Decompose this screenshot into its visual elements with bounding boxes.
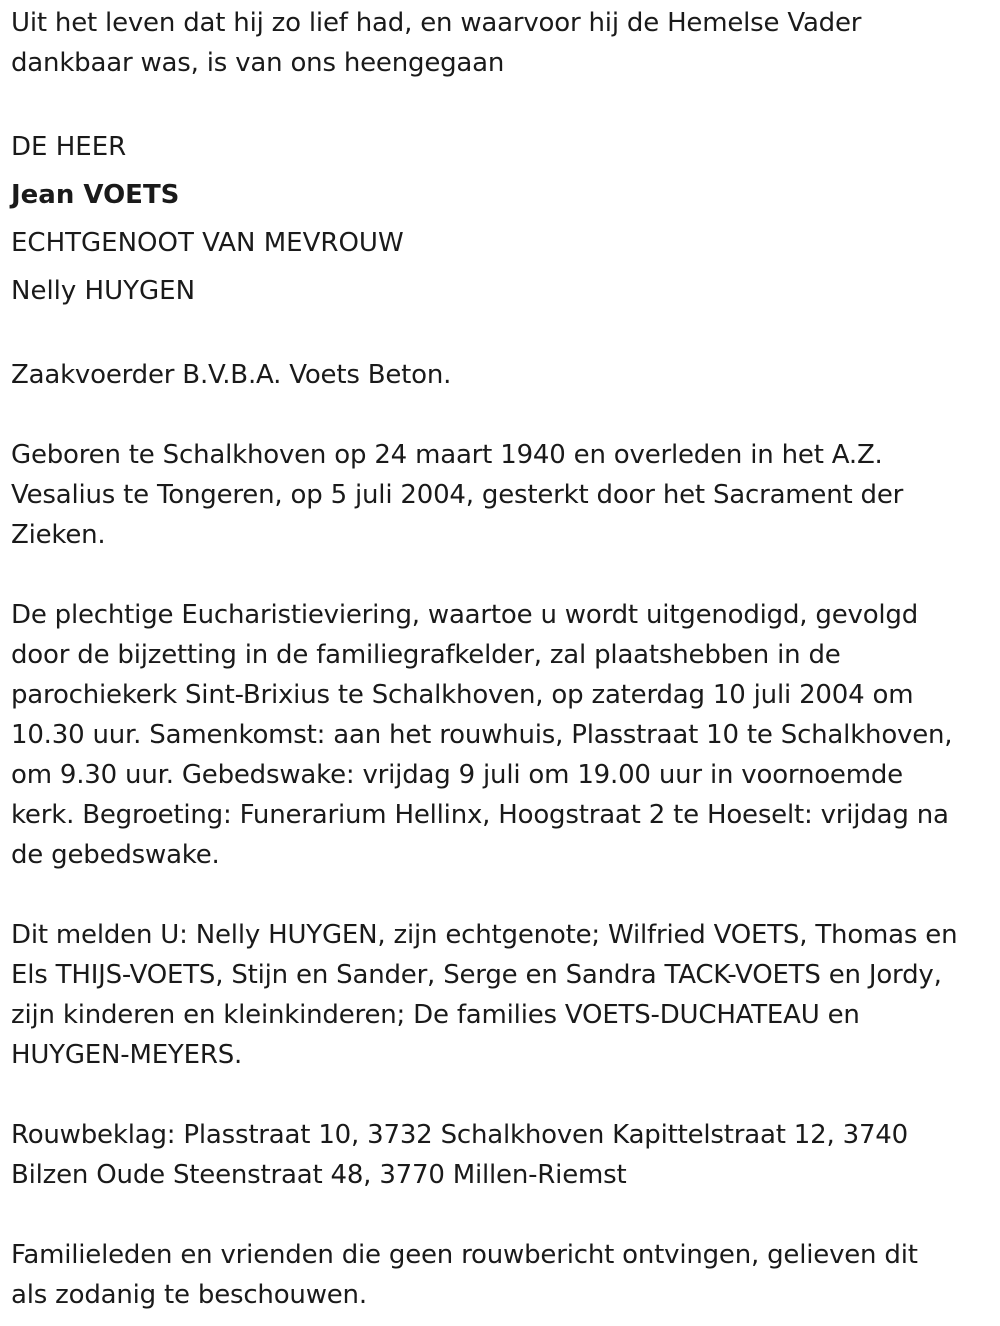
- ceremony-line: De plechtige Eucharistieviering, waartoe u wordt uitgenodigd, gevolgd: [11, 600, 919, 630]
- title-prefix: DE HEER: [11, 132, 127, 162]
- ceremony-line: de gebedswake.: [11, 840, 220, 870]
- intro-line: Uit het leven dat hij zo lief had, en waarvoor hij de Hemelse Vader: [11, 8, 862, 38]
- ceremony-paragraph: [11, 595, 990, 875]
- closing-line: als zodanig te beschouwen.: [11, 1280, 367, 1310]
- ceremony-line: om 9.30 uur. Gebedswake: vrijdag 9 juli om 19.00 uur in voornoemde: [11, 760, 903, 790]
- spacer: [11, 83, 990, 123]
- announcers-line: Els THIJS-VOETS, Stijn en Sander, Serge en Sandra TACK-VOETS en Jordy,: [11, 960, 942, 990]
- condolences-paragraph: [11, 1115, 990, 1195]
- condolences-line: Rouwbeklag: Plasstraat 10, 3732 Schalkhoven Kapittelstraat 12, 3740: [11, 1120, 908, 1150]
- ceremony-line: 10.30 uur. Samenkomst: aan het rouwhuis, Plasstraat 10 te Schalkhoven,: [11, 720, 953, 750]
- intro-line: dankbaar was, is van ons heengegaan: [11, 48, 505, 78]
- closing-paragraph: [11, 1235, 990, 1315]
- spacer: [11, 875, 990, 915]
- birth-death-line: Vesalius te Tongeren, op 5 juli 2004, gesterkt door het Sacrament der: [11, 480, 904, 510]
- closing-line: Familieleden en vrienden die geen rouwbericht ontvingen, gelieven dit: [11, 1240, 918, 1270]
- announcers-line: HUYGEN-MEYERS.: [11, 1040, 243, 1070]
- birth-death-line: Geboren te Schalkhoven op 24 maart 1940 en overleden in het A.Z.: [11, 440, 883, 470]
- ceremony-line: door de bijzetting in de familiegrafkelder, zal plaatshebben in de: [11, 640, 841, 670]
- announcers-line: Dit melden U: Nelly HUYGEN, zijn echtgenote; Wilfried VOETS, Thomas en: [11, 920, 958, 950]
- spacer: [11, 1195, 990, 1235]
- name-block: [11, 123, 990, 315]
- intro-paragraph: [11, 3, 990, 83]
- announcers-paragraph: [11, 915, 990, 1075]
- birth-death-line: Zieken.: [11, 520, 106, 550]
- spacer: [11, 395, 990, 435]
- ceremony-line: kerk. Begroeting: Funerarium Hellinx, Hoogstraat 2 te Hoeselt: vrijdag na: [11, 800, 949, 830]
- spacer: [11, 315, 990, 355]
- ceremony-line: parochiekerk Sint-Brixius te Schalkhoven, op zaterdag 10 juli 2004 om: [11, 680, 914, 710]
- spacer: [11, 555, 990, 595]
- deceased-name: Jean VOETS: [11, 180, 180, 210]
- spouse-label: ECHTGENOOT VAN MEVROUW: [11, 228, 404, 258]
- spouse-name: Nelly HUYGEN: [11, 276, 196, 306]
- birth-death-paragraph: [11, 435, 990, 555]
- spacer: [11, 1075, 990, 1115]
- occupation-paragraph: [11, 355, 990, 395]
- occupation-line: Zaakvoerder B.V.B.A. Voets Beton.: [11, 360, 452, 390]
- announcers-line: zijn kinderen en kleinkinderen; De families VOETS-DUCHATEAU en: [11, 1000, 860, 1030]
- condolences-line: Bilzen Oude Steenstraat 48, 3770 Millen-Riemst: [11, 1160, 627, 1190]
